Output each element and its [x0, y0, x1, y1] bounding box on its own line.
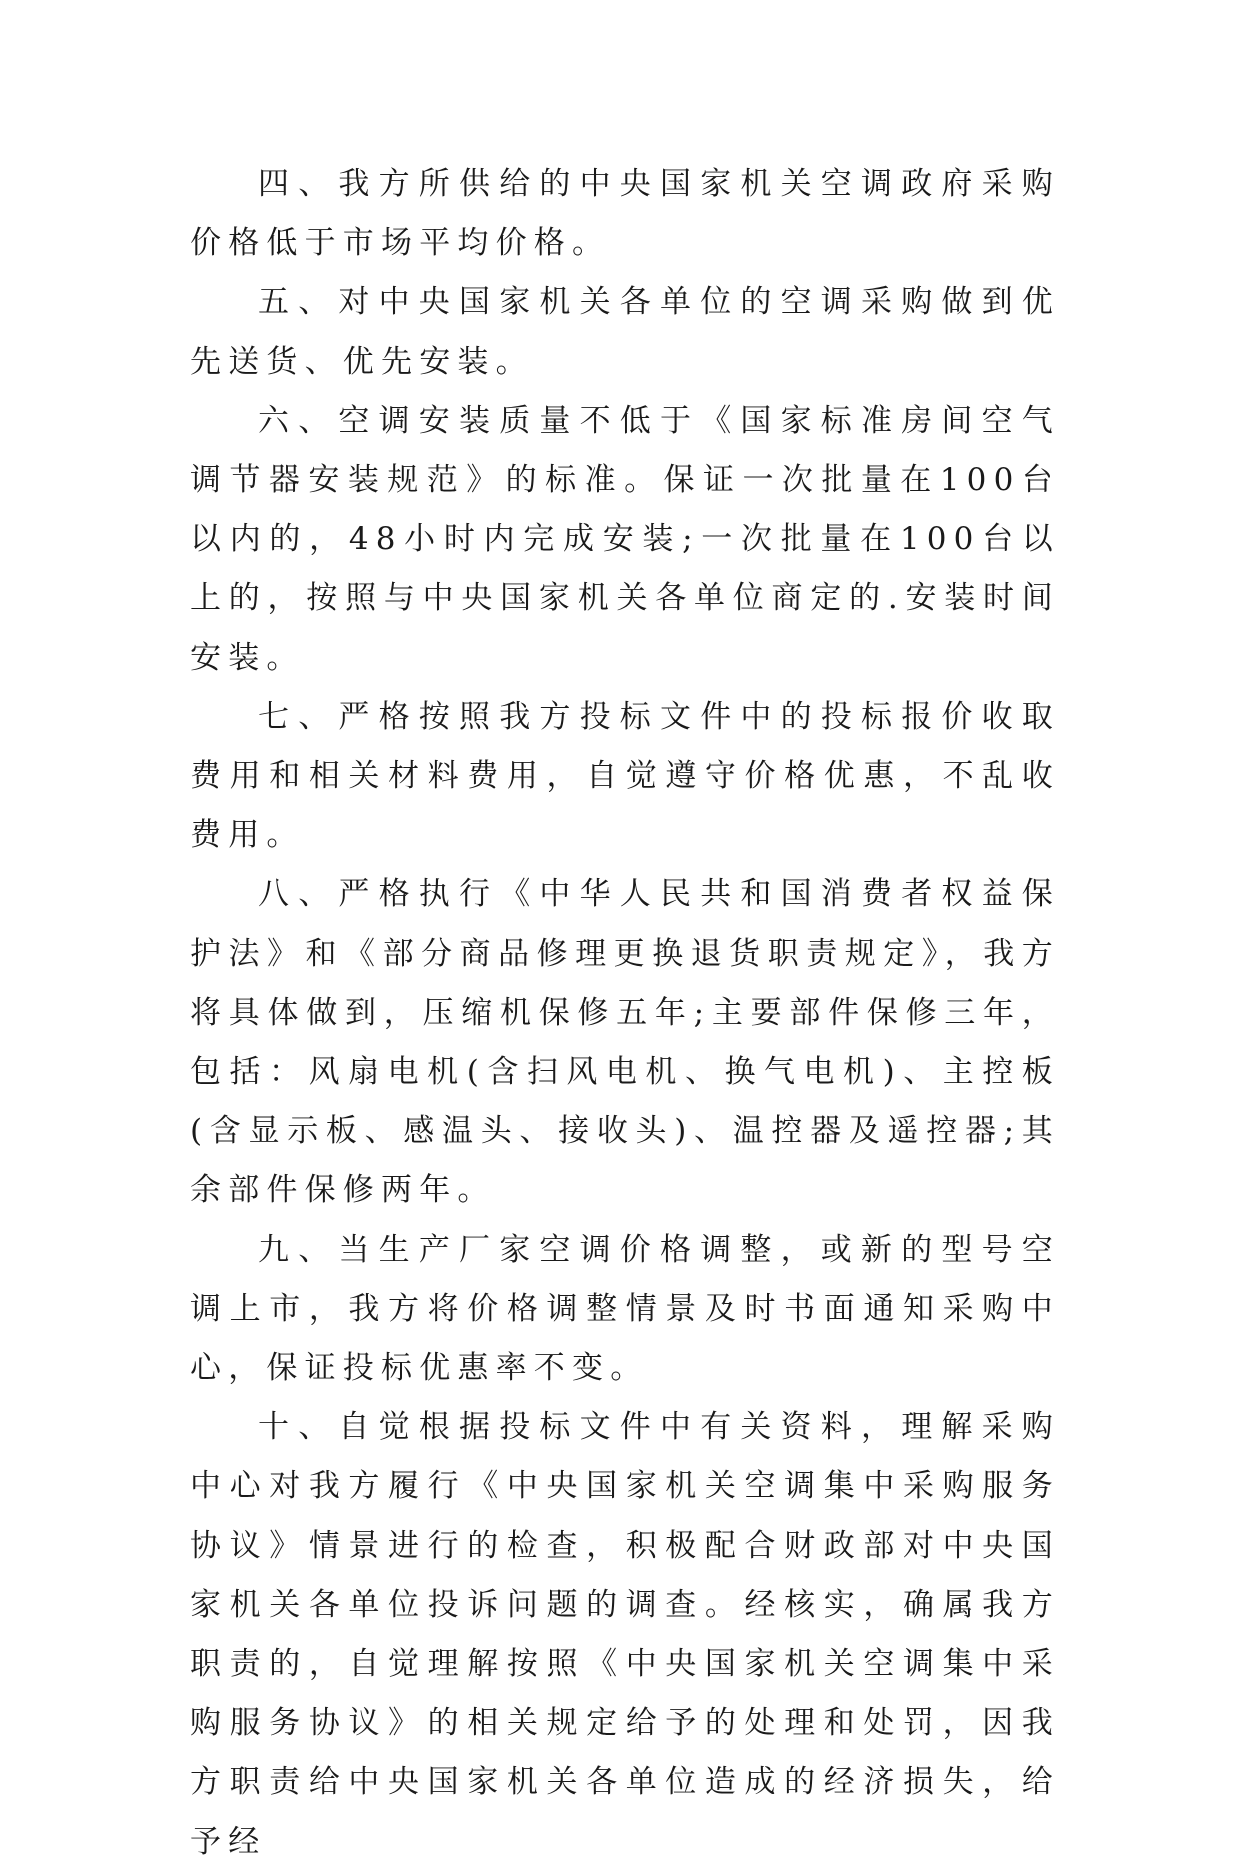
- document-body: [190, 155, 1060, 1872]
- paragraph-item-4: 四、我方所供给的中央国家机关空调政府采购价格低于市场平均价格。: [190, 166, 1060, 262]
- paragraph-item-10: 十、自觉根据投标文件中有关资料，理解采购中心对我方履行《中央国家机关空调集中采购服务协议》情景进行的检查，积极配合财政部对中央国家机关各单位投诉问题的调查。经核实，确属我方职责的，自觉理解按照《中央国家机关空调集中采购服务协议》的相关规定给予的处理和处罚，因我方职责给中央国家机关各单位造成的经济损失，给予经: [190, 1409, 1060, 1860]
- paragraph-item-9: 九、当生产厂家空调价格调整，或新的型号空调上市，我方将价格调整情景及时书面通知采购中心，保证投标优惠率不变。: [190, 1231, 1060, 1387]
- paragraph-item-7: 七、严格按照我方投标文件中的投标报价收取费用和相关材料费用，自觉遵守价格优惠，不乱收费用。: [190, 698, 1060, 854]
- paragraph-item-5: 五、对中央国家机关各单位的空调采购做到优先送货、优先安装。: [190, 284, 1060, 380]
- paragraph-item-8: 八、严格执行《中华人民共和国消费者权益保护法》和《部分商品修理更换退货职责规定》，我方将具体做到，压缩机保修五年;主要部件保修三年，包括：风扇电机(含扫风电机、换气电机)、主控板(含显示板、感温头、接收头)、温控器及遥控器;其余部件保修两年。: [190, 876, 1060, 1209]
- paragraph-item-6: 六、空调安装质量不低于《国家标准房间空气调节器安装规范》的标准。保证一次批量在100台以内的，48小时内完成安装;一次批量在100台以上的，按照与中央国家机关各单位商定的.安装时间安装。: [190, 402, 1060, 676]
